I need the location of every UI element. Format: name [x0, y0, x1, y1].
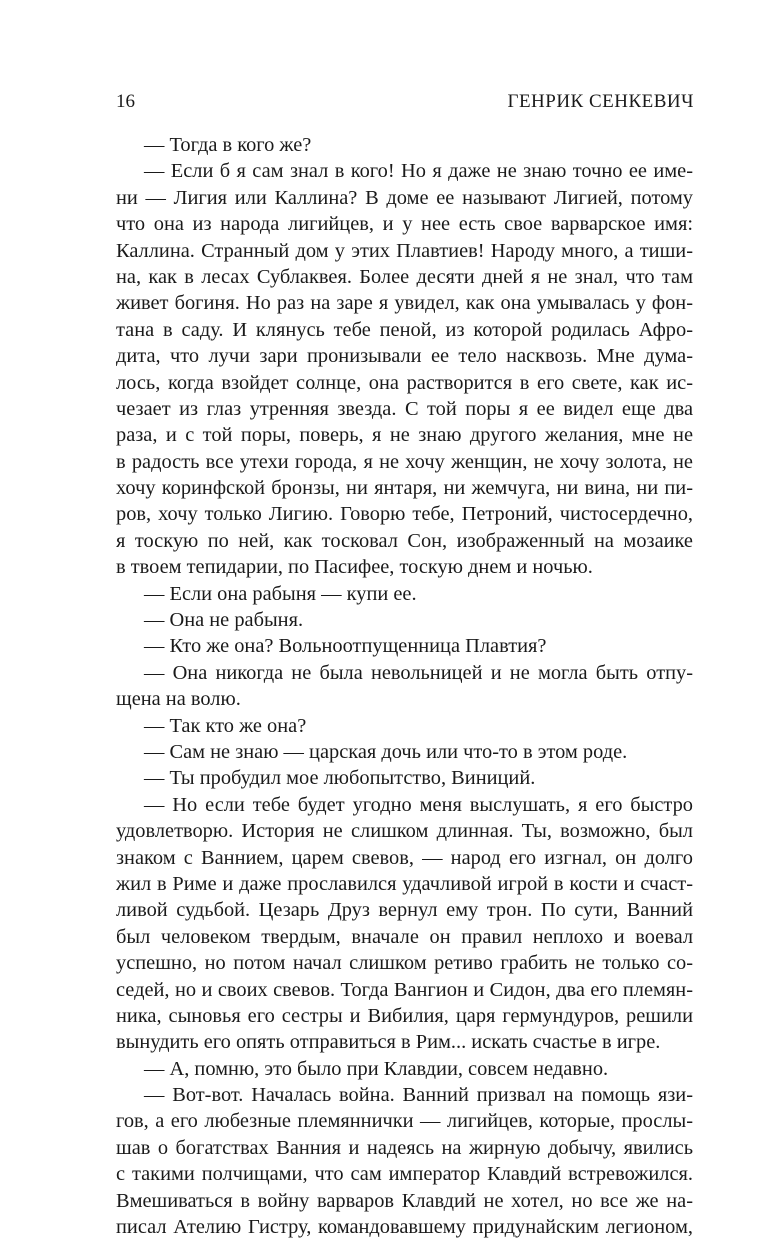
text-line: — Она не рабыня. [144, 609, 304, 632]
text-line: — Ты пробудил мое любопытство, Виниций. [144, 767, 536, 790]
text-line: щена на волю. [116, 688, 241, 711]
text-line: живет богиня. Но раз на заре я увидел, как она умывалась у фон- [116, 292, 693, 315]
text-line: в твоем тепидарии, по Пасифее, тоскую днем и ночью. [116, 556, 593, 579]
text-line: что она из народа лигийцев, и у нее есть свое варварское имя: [116, 213, 693, 236]
text-line: ров, хочу только Лигию. Говорю тебе, Петроний, чистосердечно, [116, 503, 693, 526]
text-line: ни — Лигия или Каллина? В доме ее называют Лигией, потому [116, 186, 693, 209]
text-line: ливой судьбой. Цезарь Друз вернул ему трон. По сути, Ванний [116, 899, 693, 922]
text-line: — А, помню, это было при Клавдии, совсем недавно. [144, 1057, 609, 1080]
text-line: Вмешиваться в войну варваров Клавдий не хотел, но все же на- [116, 1189, 693, 1212]
text-line: успешно, но потом начал слишком ретиво грабить не только со- [116, 952, 693, 975]
text-line: хочу коринфской бронзы, ни янтаря, ни жемчуга, ни вина, ни пи- [116, 477, 693, 500]
text-line: лось, когда взойдет солнце, она растворится в его свете, как ис- [116, 371, 693, 394]
text-line: Каллина. Странный дом у этих Плавтиев! Народу много, а тиши- [116, 239, 693, 262]
text-line: знаком с Ваннием, царем свевов, — народ его изгнал, он долго [116, 846, 693, 869]
text-line: с такими полчищами, что сам император Клавдий встревожился. [116, 1163, 693, 1186]
text-line: — Так кто же она? [144, 714, 307, 737]
text-line: ника, сыновья его сестры и Вибилия, царя гермундуров, решили [116, 1004, 693, 1027]
running-title: ГЕНРИК СЕНКЕВИЧ [507, 91, 694, 112]
body-text [116, 132, 693, 1240]
text-line: я тоскую по ней, как тосковал Сон, изображенный на мозаике [116, 529, 693, 552]
text-line: — Если она рабыня — купи ее. [144, 582, 417, 605]
text-line: тана в саду. И клянусь тебе пеной, из которой родилась Афро- [116, 318, 693, 341]
text-line: седей, но и своих свевов. Тогда Вангион и Сидон, два его племян- [116, 978, 693, 1001]
text-line: был человеком твердым, вначале он правил неплохо и воевал [116, 925, 693, 948]
text-line: гов, а его любезные племяннички — лигийцев, которые, прослы- [116, 1110, 693, 1133]
text-line: — Кто же она? Вольноотпущенница Плавтия? [144, 635, 547, 658]
text-line: — Вот-вот. Началась война. Ванний призвал на помощь язи- [144, 1084, 693, 1107]
text-line: шав о богатствах Ванния и надеясь на жирную добычу, явились [116, 1136, 693, 1159]
text-line: писал Ателию Гистру, командовавшему придунайским легионом, [116, 1216, 693, 1239]
text-line: вынудить его опять отправиться в Рим... искать счастье в игре. [116, 1031, 661, 1054]
text-line: — Если б я сам знал в кого! Но я даже не знаю точно ее име- [144, 160, 693, 183]
text-line: дита, что лучи зари пронизывали ее тело насквозь. Мне дума- [116, 345, 693, 368]
text-line: раза, и с той поры, поверь, я не знаю другого желания, мне не [116, 424, 693, 447]
text-line: жил в Риме и даже прославился удачливой игрой в кости и счаст- [116, 872, 693, 895]
text-line: чезает из глаз утренняя звезда. С той поры я ее видел еще два [116, 397, 693, 420]
page-number: 16 [116, 91, 135, 112]
text-line: — Она никогда не была невольницей и не могла быть отпу- [144, 661, 693, 684]
text-line: — Тогда в кого же? [144, 134, 312, 156]
text-line: на, как в лесах Сублаквея. Более десяти дней я не знал, что там [116, 265, 693, 288]
text-line: — Но если тебе будет угодно меня выслушать, я его быстро [144, 793, 693, 816]
running-head [116, 88, 694, 116]
text-line: — Сам не знаю — царская дочь или что-то в этом роде. [144, 740, 628, 763]
text-line: удовлетворю. История не слишком длинная. Ты, возможно, был [116, 820, 693, 843]
text-line: в радость все утехи города, я не хочу женщин, не хочу золота, не [116, 450, 693, 473]
